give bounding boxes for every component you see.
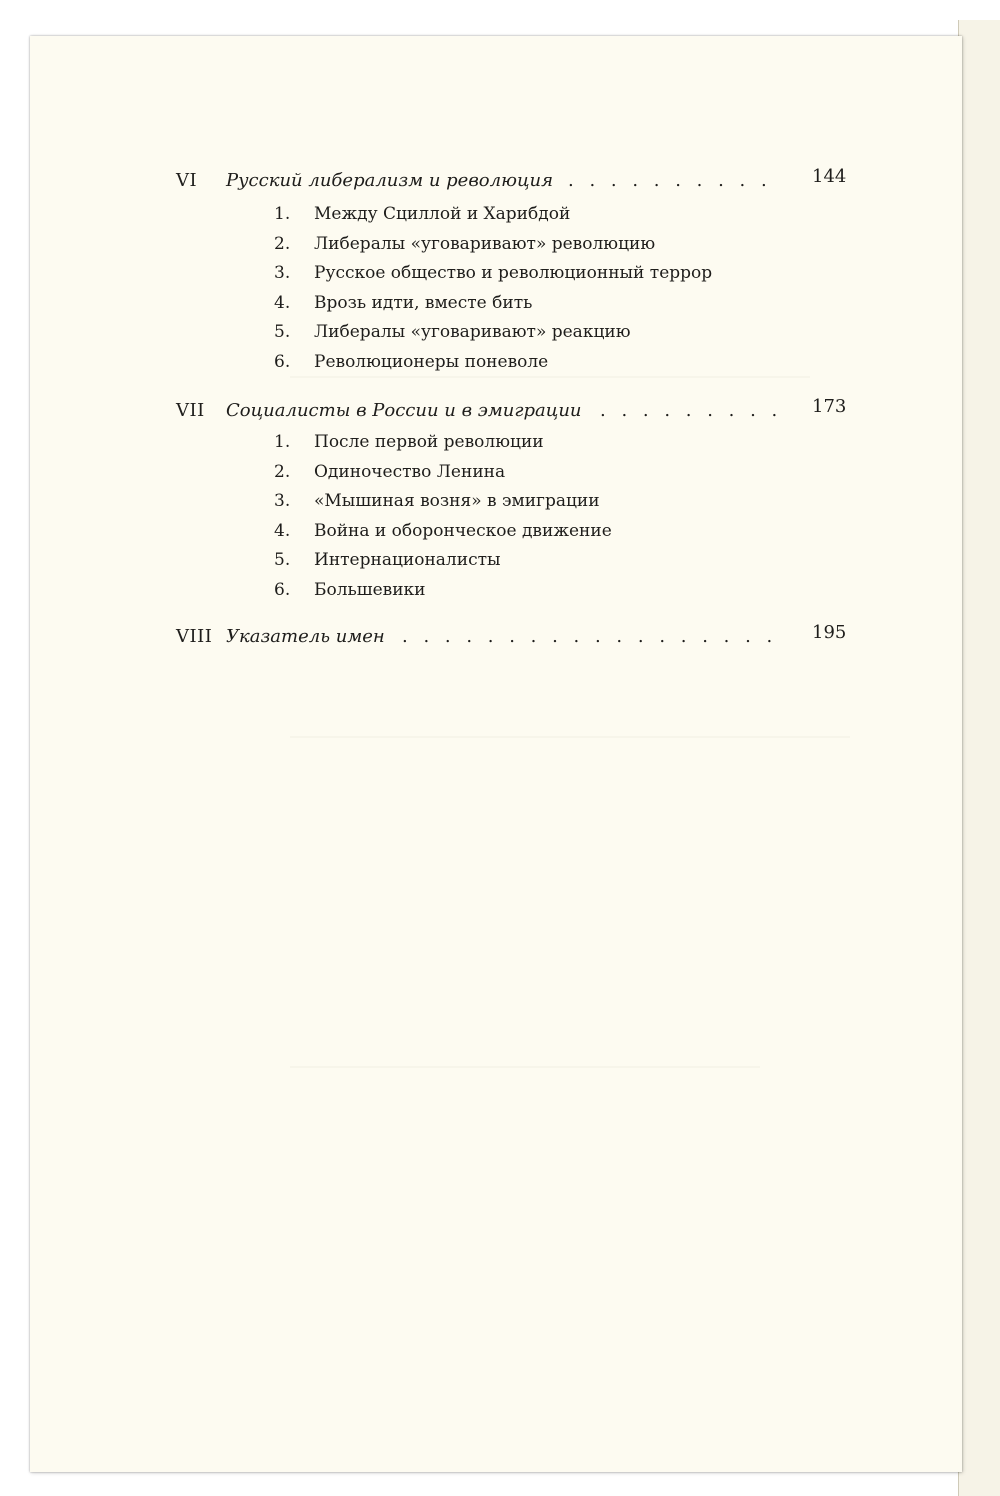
section-item[interactable] [30,491,962,521]
section-item[interactable] [30,204,962,234]
section-title: После первой революции [314,432,544,452]
chapter-heading[interactable] [30,166,962,200]
toc-chapter-viii [30,622,962,656]
section-title: Интернационалисты [314,550,501,570]
section-item[interactable] [30,322,962,352]
section-number: 4. [274,520,291,541]
section-list [30,204,962,381]
toc-chapter-vii [30,396,962,609]
section-title: Русское общество и революционный террор [314,263,713,283]
section-item[interactable] [30,234,962,264]
bleed-through-line [290,736,850,738]
section-list [30,432,962,609]
section-item[interactable] [30,352,962,382]
chapter-number: VIII [176,626,213,647]
chapter-heading[interactable] [30,622,962,656]
chapter-page-number: 195 [812,622,847,643]
section-title: Либералы «уговаривают» реакцию [314,322,631,342]
leader-dots: . . . . . . . . . . . . . . . . . . [402,626,778,647]
section-number: 2. [274,461,291,482]
section-title: Война и оборонческое движение [314,520,612,541]
section-number: 3. [274,263,291,283]
section-title: Врозь идти, вместе бить [314,292,533,313]
leader-dots: . . . . . . . . . [600,400,783,421]
chapter-number: VI [176,170,198,191]
section-number: 6. [274,579,291,600]
section-item[interactable] [30,293,962,323]
next-page-edge [958,20,1000,1496]
section-number: 6. [274,351,291,372]
section-title: Революционеры поневоле [314,351,549,372]
section-number: 1. [274,204,291,224]
toc-chapter-vi [30,166,962,381]
book-page [30,36,962,1472]
chapter-page-number: 173 [812,396,847,417]
section-title: Одиночество Ленина [314,461,506,482]
chapter-heading[interactable] [30,396,962,430]
section-title: Между Сциллой и Харибдой [314,204,571,224]
chapter-number: VII [176,400,205,421]
section-item[interactable] [30,521,962,551]
bleed-through-line [290,1066,760,1068]
section-number: 3. [274,491,291,511]
section-item[interactable] [30,580,962,610]
section-number: 2. [274,233,291,254]
section-item[interactable] [30,462,962,492]
chapter-title: Русский либерализм и революция [226,170,554,191]
chapter-title: Указатель имен [226,626,385,647]
section-title: «Мышиная возня» в эмиграции [314,491,600,511]
chapter-title: Социалисты в России и в эмиграции [226,400,582,421]
chapter-page-number: 144 [812,166,847,187]
section-number: 4. [274,292,291,313]
section-number: 1. [274,432,291,452]
section-item[interactable] [30,263,962,293]
section-title: Либералы «уговаривают» революцию [314,233,656,254]
section-item[interactable] [30,432,962,462]
section-number: 5. [274,550,291,570]
section-item[interactable] [30,550,962,580]
section-number: 5. [274,322,291,342]
section-title: Большевики [314,579,426,600]
leader-dots: . . . . . . . . . . [568,170,772,191]
